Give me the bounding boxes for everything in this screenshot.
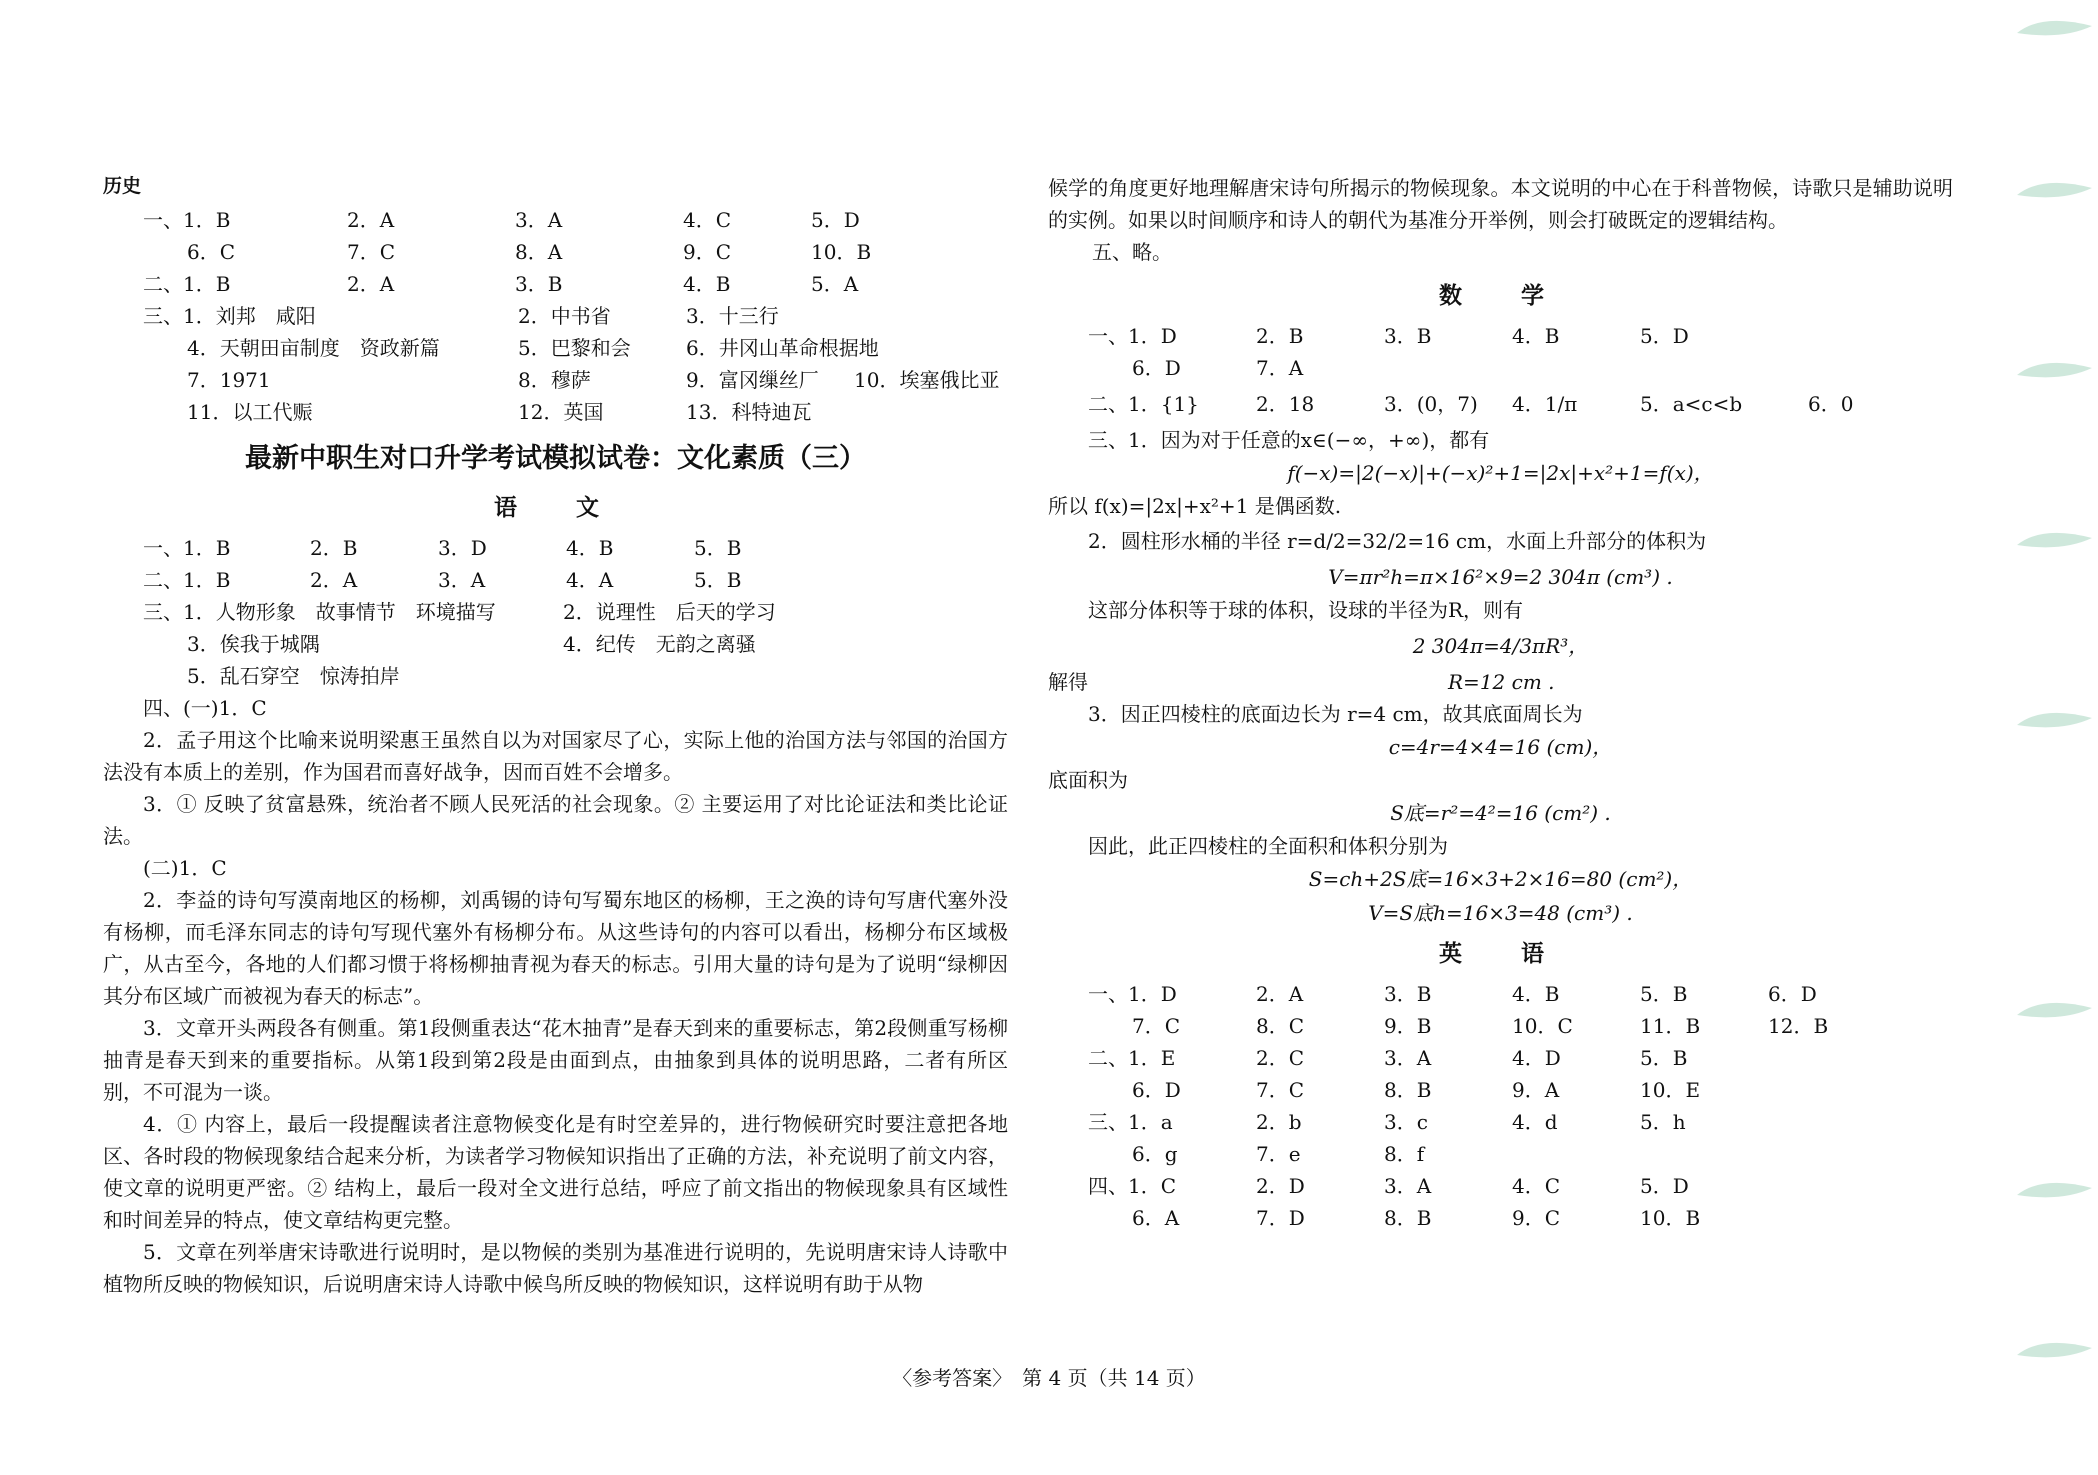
answer-cell: 4．B (1512, 982, 1560, 1006)
math-line (1048, 830, 1953, 862)
answer-cell: 5．乱石穿空 惊涛拍岸 (187, 664, 400, 688)
answer-cell: 7．A (1256, 356, 1304, 380)
formula: S底=r²=4²=16 (cm²) . (1390, 801, 1611, 825)
answer-cell: 6．D (1768, 982, 1817, 1006)
english-heading: 英 语 (1439, 941, 1562, 967)
formula: S=ch+2S底=16×3+2×16=80 (cm²)， (1308, 867, 1693, 891)
answer-cell: 5．D (1640, 1174, 1689, 1198)
answer-cell: 3．A (515, 208, 563, 232)
answer-cell: 10．埃塞俄比亚 (854, 368, 1000, 392)
english-answer-list (1048, 978, 1953, 1234)
answer-paragraph: 2．李益的诗句写漠南地区的杨柳，刘禹锡的诗句写蜀东地区的杨柳，王之涣的诗句写唐代塞外没有杨柳，而毛泽东同志的诗句写现代塞外有杨柳分布。从这些诗句的内容可以看出，杨柳分布区域极广，从古至今，各地的人们都习惯于将杨柳抽青视为春天的标志。引用大量的诗句是为了说明“绿柳因其分布区域广而被视为春天的标志”。 (103, 888, 1008, 1008)
answer-cell: 4．B (683, 272, 731, 296)
answer-cell: 4．B (1512, 324, 1560, 348)
formula: V=πr²h=π×16²×9=2 304π (cm³) . (1328, 565, 1673, 589)
chinese-q4-part2 (103, 852, 1008, 884)
answer-cell: 4．纪传 无韵之离骚 (563, 632, 756, 656)
answer-cell: 6．井冈山革命根据地 (686, 336, 879, 360)
answer-cell: 3．B (1384, 324, 1432, 348)
chinese-answer-list (103, 532, 1008, 596)
answer-cell: 8．C (1256, 1014, 1305, 1038)
answer-cell: 5．B (1640, 1046, 1688, 1070)
answer-cell: 2．说理性 后天的学习 (563, 600, 776, 624)
answer-cell: 5．D (811, 208, 860, 232)
answer-cell: 6．D (1132, 356, 1181, 380)
formula: 2 304π=4/3πR³， (1412, 634, 1589, 658)
answer-paragraph: 5．文章在列举唐宋诗歌进行说明时，是以物候的类别为基准进行说明的，先说明唐宋诗人诗歌中植物所反映的物候知识，后说明唐宋诗人诗歌中候鸟所反映的物候知识，这样说明有助于从物 (103, 1240, 1008, 1296)
answer-row (103, 236, 1008, 268)
formula: f(−x)=|2(−x)|+(−x)²+1=|2x|+x²+1=f(x)， (1287, 461, 1714, 485)
answer-cell: 2．中书省 (518, 304, 611, 328)
answer-cell: 2．D (1256, 1174, 1305, 1198)
answer-cell: 5．B (694, 536, 742, 560)
answer-cell: 2．B (1256, 324, 1304, 348)
answer-cell: 9．A (1512, 1078, 1560, 1102)
math-line (1048, 490, 1953, 522)
answer-cell: 四、(一)1．C (143, 696, 267, 720)
answer-cell: 3．A (1384, 1174, 1432, 1198)
answer-cell: 一、1．D (1088, 324, 1177, 348)
history-answer-list (103, 204, 1008, 428)
answer-row (1048, 978, 1953, 1010)
answer-paragraph: 3．文章开头两段各有侧重。第1段侧重表达“花木抽青”是春天到来的重要标志，第2段侧重写杨柳抽青是春天到来的重要指标。从第1段到第2段是由面到点，由抽象到具体的说明思路，二者有所区别，不可混为一谈。 (103, 1016, 1008, 1104)
answer-row (103, 300, 1008, 332)
answer-cell: 8．f (1384, 1142, 1425, 1166)
answer-cell: 7．C (347, 240, 396, 264)
answer-cell: 3．因正四棱柱的底面边长为 r=4 cm，故其底面周长为 (1088, 702, 1583, 726)
answer-cell: 一、1．B (143, 208, 231, 232)
chinese-row-3a (103, 596, 1008, 628)
answer-cell: 四、1．C (1088, 1174, 1177, 1198)
history-heading: 历史 (103, 175, 142, 197)
answer-cell: 4．D (1512, 1046, 1561, 1070)
answer-row (103, 532, 1008, 564)
decorative-mark-icon (2012, 170, 2098, 210)
answer-row (103, 364, 1008, 396)
answer-cell: 7．D (1256, 1206, 1305, 1230)
decorative-mark-icon (2012, 700, 2098, 740)
answer-cell: 13．科特迪瓦 (686, 400, 812, 424)
answer-cell: 解得 (1048, 670, 1088, 694)
math-q3-2 (1048, 522, 1953, 560)
answer-cell: 2．b (1256, 1110, 1302, 1134)
answer-cell: 6．D (1132, 1078, 1181, 1102)
decorative-mark-icon (2012, 1170, 2098, 1210)
answer-cell: 5．D (1640, 324, 1689, 348)
chinese-row-3b (103, 628, 1008, 660)
decorative-mark-icon (2012, 350, 2098, 390)
answer-cell: 3．D (438, 536, 487, 560)
answer-row (103, 564, 1008, 596)
decorative-mark-icon (2012, 520, 2098, 560)
answer-cell: 4．A (566, 568, 614, 592)
math-q3-1 (1048, 424, 1953, 456)
answer-cell: 2．B (310, 536, 358, 560)
answer-cell: 2．C (1256, 1046, 1305, 1070)
answer-cell: 4．C (1512, 1174, 1561, 1198)
answer-cell: 6．A (1132, 1206, 1180, 1230)
answer-paragraph-continued: 候学的角度更好地理解唐宋诗句所揭示的物候现象。本文说明的中心在于科普物候，诗歌只是辅助说明的实例。如果以时间顺序和诗人的朝代为基准分开举例，则会打破既定的逻辑结构。 (1048, 176, 1953, 232)
answer-cell: 底面积为 (1048, 768, 1128, 792)
chinese-q5 (1048, 236, 1953, 268)
answer-cell: 6．0 (1808, 392, 1854, 416)
answer-cell: 4．B (566, 536, 614, 560)
answer-cell: 3．俟我于城隅 (187, 632, 320, 656)
answer-cell: 5．巴黎和会 (518, 336, 631, 360)
answer-cell: 7．C (1132, 1014, 1181, 1038)
answer-cell: 2．A (347, 208, 395, 232)
answer-cell: 10．B (1640, 1206, 1701, 1230)
answer-row (1048, 352, 1953, 384)
answer-row (1048, 1202, 1953, 1234)
answer-row (103, 268, 1008, 300)
answer-cell: 三、1．a (1088, 1110, 1173, 1134)
math-q3-3 (1048, 698, 1953, 730)
answer-cell: 5．B (1640, 982, 1688, 1006)
answer-cell: 5．h (1640, 1110, 1686, 1134)
answer-cell: 2．A (310, 568, 358, 592)
answer-cell: 8．A (515, 240, 563, 264)
answer-cell: 2．18 (1256, 392, 1315, 416)
answer-cell: 一、1．B (143, 536, 231, 560)
answer-cell: 三、1．人物形象 故事情节 环境描写 (143, 600, 496, 624)
answer-cell: 二、1．B (143, 272, 231, 296)
answer-row (1048, 320, 1953, 352)
right-column (1048, 172, 1953, 1234)
answer-cell: 4．C (683, 208, 732, 232)
answer-cell: 这部分体积等于球的体积，设球的半径为R，则有 (1088, 598, 1524, 622)
math-line (1048, 594, 1953, 626)
answer-cell: 7．e (1256, 1142, 1301, 1166)
answer-row (1048, 1170, 1953, 1202)
answer-cell: 9．C (683, 240, 732, 264)
answer-cell: 5．B (694, 568, 742, 592)
answer-cell: 11．以工代赈 (187, 400, 313, 424)
decorative-mark-icon (2012, 8, 2098, 48)
answer-cell: 二、1．E (1088, 1046, 1176, 1070)
answer-cell: 5．A (811, 272, 859, 296)
answer-cell: 4．d (1512, 1110, 1558, 1134)
answer-row (1048, 1010, 1953, 1042)
formula: R=12 cm . (1448, 670, 1555, 694)
answer-cell: 4．天朝田亩制度 资政新篇 (187, 336, 440, 360)
answer-cell: 2．A (1256, 982, 1304, 1006)
answer-cell: 三、1．因为对于任意的x∈(−∞，+∞)，都有 (1088, 428, 1490, 452)
exam-title: 最新中职生对口升学考试模拟试卷：文化素质（三） (245, 443, 866, 474)
answer-row (1048, 1074, 1953, 1106)
answer-cell: 8．穆萨 (518, 368, 591, 392)
answer-cell: 8．B (1384, 1078, 1432, 1102)
answer-cell: 10．B (811, 240, 872, 264)
chinese-heading: 语 文 (494, 495, 617, 521)
formula: V=S底h=16×3=48 (cm³) . (1368, 901, 1633, 925)
answer-cell: 二、1．{1} (1088, 392, 1199, 416)
answer-paragraph: 4．① 内容上，最后一段提醒读者注意物候变化是有时空差异的，进行物候研究时要注意把各地区、各时段的物候现象结合起来分析，为读者学习物候知识指出了正确的方法，补充说明了前文内容，使文章的说明更严密。② 结构上，最后一段对全文进行总结，呼应了前文指出的物候现象具有区域性和时间差异的特点，使文章结构更完整。 (103, 1112, 1008, 1232)
decorative-mark-icon (2012, 990, 2098, 1030)
chinese-q4-part1 (103, 692, 1008, 724)
answer-cell: 10．E (1640, 1078, 1701, 1102)
answer-cell: 三、1．刘邦 咸阳 (143, 304, 316, 328)
answer-cell: 11．B (1640, 1014, 1701, 1038)
answer-row (103, 204, 1008, 236)
left-column (103, 168, 1008, 1300)
answer-cell: 2．A (347, 272, 395, 296)
answer-row (1048, 1106, 1953, 1138)
answer-cell: 3．A (1384, 1046, 1432, 1070)
answer-cell: 7．1971 (187, 368, 271, 392)
answer-cell: 12．英国 (518, 400, 604, 424)
math-line (1048, 764, 1953, 796)
answer-cell: 3．c (1384, 1110, 1428, 1134)
answer-cell: 3．B (1384, 982, 1432, 1006)
math-row-2 (1048, 384, 1953, 424)
formula: c=4r=4×4=16 (cm)， (1388, 735, 1613, 759)
answer-cell: (二)1．C (143, 856, 227, 880)
page-footer: 〈参考答案〉 第 4 页（共 14 页） (892, 1366, 1206, 1390)
answer-cell: 一、1．D (1088, 982, 1177, 1006)
chinese-row-3c (103, 660, 1008, 692)
answer-cell: 因此，此正四棱柱的全面积和体积分别为 (1088, 834, 1448, 858)
answer-cell: 2．圆柱形水桶的半径 r=d/2=32/2=16 cm，水面上升部分的体积为 (1088, 529, 1707, 553)
math-answer-list (1048, 320, 1953, 384)
answer-cell: 8．B (1384, 1206, 1432, 1230)
answer-cell: 9．C (1512, 1206, 1561, 1230)
answer-cell: 3．(0，7) (1384, 392, 1478, 416)
answer-cell: 9．B (1384, 1014, 1432, 1038)
answer-cell: 二、1．B (143, 568, 231, 592)
answer-cell: 10．C (1512, 1014, 1573, 1038)
answer-cell: 6．g (1132, 1142, 1178, 1166)
answer-cell: 3．十三行 (686, 304, 779, 328)
answer-cell: 9．富冈缫丝厂 (686, 368, 819, 392)
answer-cell: 3．B (515, 272, 563, 296)
math-heading: 数 学 (1439, 283, 1562, 309)
answer-cell: 4．1/π (1512, 392, 1578, 416)
answer-cell: 五、略。 (1092, 240, 1172, 264)
answer-cell: 3．A (438, 568, 486, 592)
math-solve-line (1048, 666, 1953, 698)
answer-row (103, 396, 1008, 428)
answer-cell: 所以 f(x)=|2x|+x²+1 是偶函数. (1048, 494, 1342, 518)
answer-row (103, 332, 1008, 364)
answer-cell: 6．C (187, 240, 236, 264)
answer-cell: 5．a<c<b (1640, 392, 1743, 416)
answer-cell: 7．C (1256, 1078, 1305, 1102)
answer-paragraph: 3．① 反映了贫富悬殊，统治者不顾人民死活的社会现象。② 主要运用了对比论证法和类比论证法。 (103, 792, 1008, 848)
answer-row (1048, 1138, 1953, 1170)
answer-cell: 12．B (1768, 1014, 1829, 1038)
answer-row (1048, 1042, 1953, 1074)
answer-paragraph: 2．孟子用这个比喻来说明梁惠王虽然自以为对国家尽了心，实际上他的治国方法与邻国的治国方法没有本质上的差别，作为国君而喜好战争，因而百姓不会增多。 (103, 728, 1008, 784)
decorative-mark-icon (2012, 1330, 2098, 1370)
